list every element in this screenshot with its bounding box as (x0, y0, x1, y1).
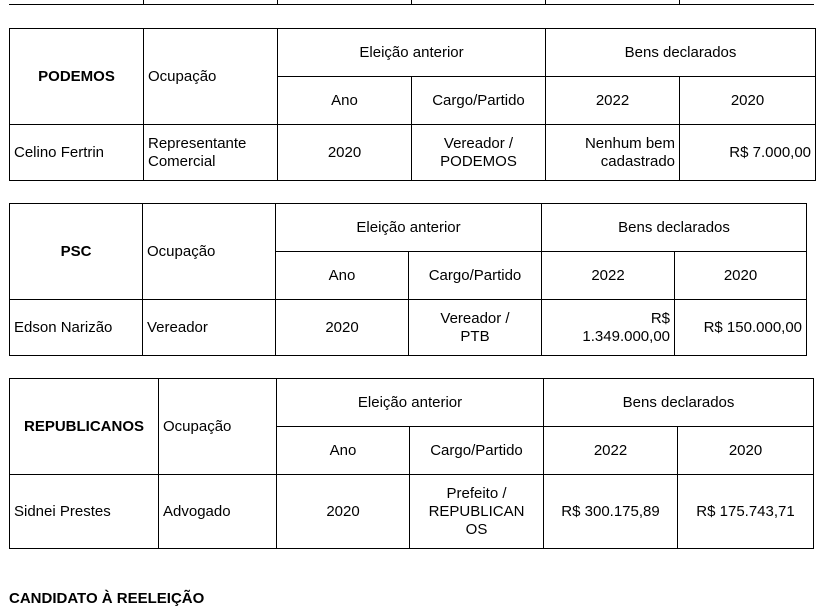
header-2022: 2022 (544, 427, 678, 475)
candidate-ocupacao: Advogado (159, 475, 277, 549)
table-row (10, 300, 807, 356)
section-heading: CANDIDATO À REELEIÇÃO (9, 590, 205, 607)
header-bens-declarados: Bens declarados (544, 379, 814, 427)
candidate-bens-2020: R$ 150.000,00 (675, 300, 807, 356)
candidate-ano: 2020 (278, 125, 412, 181)
table-republicanos (9, 378, 814, 549)
candidate-bens-2020: R$ 7.000,00 (680, 125, 816, 181)
header-eleicao-anterior: Eleição anterior (278, 29, 546, 77)
header-cargo-partido: Cargo/Partido (409, 252, 542, 300)
header-2022: 2022 (546, 77, 680, 125)
table-psc (9, 203, 807, 356)
candidate-ano: 2020 (277, 475, 410, 549)
header-2022: 2022 (542, 252, 675, 300)
header-bens-declarados: Bens declarados (546, 29, 816, 77)
candidate-bens-2022: R$ 300.175,89 (544, 475, 678, 549)
header-2020: 2020 (678, 427, 814, 475)
candidate-ocupacao: Representante Comercial (144, 125, 278, 181)
header-cargo-partido: Cargo/Partido (410, 427, 544, 475)
table-podemos (9, 28, 816, 181)
candidate-cargo-partido: Vereador / PTB (409, 300, 542, 356)
table-row (10, 125, 816, 181)
header-ano: Ano (276, 252, 409, 300)
candidate-ocupacao: Vereador (143, 300, 276, 356)
candidate-name: Edson Narizão (10, 300, 143, 356)
header-eleicao-anterior: Eleição anterior (277, 379, 544, 427)
header-bens-declarados: Bens declarados (542, 204, 807, 252)
header-eleicao-anterior: Eleição anterior (276, 204, 542, 252)
candidate-ano: 2020 (276, 300, 409, 356)
header-ano: Ano (277, 427, 410, 475)
header-ocupacao: Ocupação (159, 379, 277, 475)
candidate-bens-2022: R$ 1.349.000,00 (542, 300, 675, 356)
previous-table-remnant (9, 0, 814, 5)
header-ocupacao: Ocupação (143, 204, 276, 300)
candidate-name: Celino Fertrin (10, 125, 144, 181)
party-name: REPUBLICANOS (10, 379, 159, 475)
candidate-bens-2020: R$ 175.743,71 (678, 475, 814, 549)
party-name: PODEMOS (10, 29, 144, 125)
candidate-cargo-partido: Prefeito / REPUBLICAN OS (410, 475, 544, 549)
party-name: PSC (10, 204, 143, 300)
candidate-name: Sidnei Prestes (10, 475, 159, 549)
table-row (10, 475, 814, 549)
header-ocupacao: Ocupação (144, 29, 278, 125)
header-cargo-partido: Cargo/Partido (412, 77, 546, 125)
candidate-bens-2022: Nenhum bem cadastrado (546, 125, 680, 181)
header-ano: Ano (278, 77, 412, 125)
header-2020: 2020 (680, 77, 816, 125)
candidate-cargo-partido: Vereador / PODEMOS (412, 125, 546, 181)
header-2020: 2020 (675, 252, 807, 300)
